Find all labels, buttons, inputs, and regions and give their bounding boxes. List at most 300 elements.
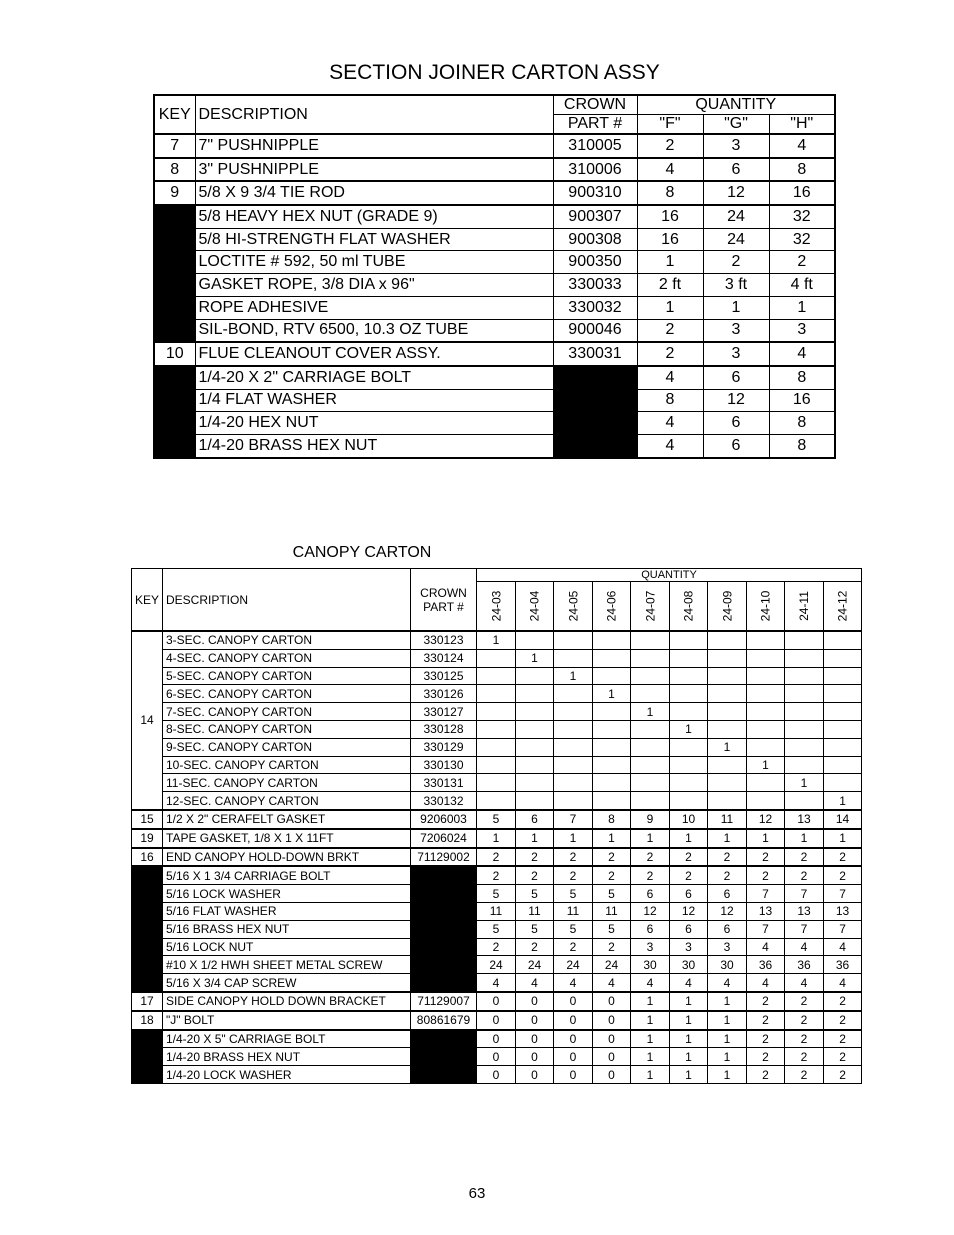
description-cell: 7" PUSHNIPPLE [195, 134, 553, 158]
qty-cell [593, 756, 631, 774]
table-row [154, 412, 835, 435]
model-header: 24-08 [670, 582, 708, 632]
description-cell: 5/16 LOCK WASHER [163, 885, 411, 903]
qty-g-cell: 12 [703, 181, 769, 205]
qty-cell [631, 631, 670, 649]
key-cell: 10 [154, 342, 195, 366]
table-row [154, 366, 835, 389]
qty-cell [670, 792, 708, 810]
qty-cell: 11 [593, 902, 631, 920]
qty-cell: 2 [824, 992, 862, 1011]
key-cell: 17 [132, 992, 163, 1011]
key-cell: 9 [154, 181, 195, 205]
table-header-row [132, 569, 862, 582]
table-row [154, 134, 835, 158]
qty-cell: 13 [785, 810, 824, 829]
qty-h-cell: 2 [769, 251, 835, 274]
qty-cell: 5 [554, 920, 593, 938]
qty-cell [747, 685, 785, 703]
description-cell: 12-SEC. CANOPY CARTON [163, 792, 411, 810]
qty-cell: 7 [824, 885, 862, 903]
qty-g-cell: 24 [703, 228, 769, 251]
qty-cell: 1 [747, 829, 785, 848]
qty-cell: 0 [516, 1048, 554, 1066]
qty-cell [593, 631, 631, 649]
qty-cell: 2 [747, 848, 785, 867]
description-cell: ROPE ADHESIVE [195, 296, 553, 319]
part-cell: 330124 [411, 649, 477, 667]
qty-cell [554, 792, 593, 810]
qty-cell: 2 [747, 992, 785, 1011]
qty-cell: 36 [785, 956, 824, 974]
qty-cell: 5 [554, 885, 593, 903]
model-header: 24-05 [554, 582, 593, 632]
qty-cell [785, 720, 824, 738]
qty-f-cell: 4 [637, 158, 703, 182]
qty-h-cell: 8 [769, 434, 835, 457]
qty-cell: 24 [477, 956, 516, 974]
qty-cell: 8 [593, 810, 631, 829]
key-header: KEY [132, 569, 163, 632]
qty-cell: 2 [747, 1011, 785, 1030]
qty-cell [631, 649, 670, 667]
qty-cell: 7 [554, 810, 593, 829]
qty-h-cell: 8 [769, 158, 835, 182]
part-cell: 9206003 [411, 810, 477, 829]
description-cell: 5/16 FLAT WASHER [163, 902, 411, 920]
qty-h-cell: 32 [769, 228, 835, 251]
qty-cell [747, 631, 785, 649]
qty-cell: 0 [593, 1066, 631, 1084]
description-cell: 11-SEC. CANOPY CARTON [163, 774, 411, 792]
part-cell: 330127 [411, 703, 477, 721]
section-joiner-table [153, 94, 836, 459]
qty-cell: 4 [747, 974, 785, 992]
model-header: 24-06 [593, 582, 631, 632]
description-cell: 8-SEC. CANOPY CARTON [163, 720, 411, 738]
key-cell [154, 205, 195, 342]
qty-cell [785, 649, 824, 667]
qty-cell [708, 756, 747, 774]
qty-cell [477, 649, 516, 667]
qty-cell: 2 [785, 1011, 824, 1030]
qty-cell: 1 [785, 774, 824, 792]
qty-cell: 2 [554, 848, 593, 867]
qty-cell: 0 [554, 1048, 593, 1066]
qty-f-cell: 1 [637, 251, 703, 274]
table-row [132, 956, 862, 974]
qty-cell [824, 649, 862, 667]
qty-cell [708, 649, 747, 667]
qty-cell [554, 738, 593, 756]
qty-cell: 5 [516, 920, 554, 938]
qty-cell: 0 [593, 1048, 631, 1066]
description-cell: 1/4-20 BRASS HEX NUT [163, 1048, 411, 1066]
qty-cell: 3 [631, 938, 670, 956]
qty-h-cell: 3 [769, 319, 835, 342]
qty-cell: 11 [708, 810, 747, 829]
qty-cell: 4 [477, 974, 516, 992]
qty-cell: 2 [593, 866, 631, 884]
qty-cell: 4 [554, 974, 593, 992]
qty-cell: 6 [631, 885, 670, 903]
description-cell: 5/8 HEAVY HEX NUT (GRADE 9) [195, 205, 553, 228]
qty-cell: 1 [631, 1048, 670, 1066]
qty-cell: 1 [708, 829, 747, 848]
qty-cell [785, 667, 824, 685]
table-row [154, 319, 835, 342]
description-cell: 5/8 HI-STRENGTH FLAT WASHER [195, 228, 553, 251]
qty-cell: 1 [824, 829, 862, 848]
qty-cell [477, 703, 516, 721]
table-row [154, 251, 835, 274]
qty-cell [670, 649, 708, 667]
part-cell: 330128 [411, 720, 477, 738]
table-row [154, 342, 835, 366]
model-header: 24-11 [785, 582, 824, 632]
qty-cell [670, 631, 708, 649]
part-cell: 900307 [553, 205, 637, 228]
part-cell: 310006 [553, 158, 637, 182]
qty-cell [631, 738, 670, 756]
description-header: DESCRIPTION [195, 95, 553, 134]
canopy-carton-table [131, 568, 862, 1084]
description-cell: 1/4-20 BRASS HEX NUT [195, 434, 553, 457]
table-row [154, 296, 835, 319]
crown-header: CROWN [553, 95, 637, 115]
qty-cell: 1 [670, 829, 708, 848]
table-row [132, 667, 862, 685]
qty-cell: 2 [824, 1066, 862, 1084]
description-cell: 3-SEC. CANOPY CARTON [163, 631, 411, 649]
part-cell: 330130 [411, 756, 477, 774]
qty-cell [477, 685, 516, 703]
qty-cell [747, 667, 785, 685]
qty-cell: 1 [477, 631, 516, 649]
key-cell: 19 [132, 829, 163, 848]
part-cell: 330123 [411, 631, 477, 649]
table-row [132, 703, 862, 721]
qty-cell: 6 [708, 885, 747, 903]
qty-cell: 4 [708, 974, 747, 992]
qty-g-cell: 3 ft [703, 274, 769, 297]
qty-cell: 7 [785, 885, 824, 903]
qty-cell: 2 [824, 1011, 862, 1030]
part-cell: 330129 [411, 738, 477, 756]
part-header: PART # [553, 115, 637, 135]
qty-g-cell: 6 [703, 412, 769, 435]
h-header: "H" [769, 115, 835, 135]
description-cell: 5/8 X 9 3/4 TIE ROD [195, 181, 553, 205]
qty-g-cell: 1 [703, 296, 769, 319]
part-cell: 900350 [553, 251, 637, 274]
qty-f-cell: 2 ft [637, 274, 703, 297]
table-row [132, 685, 862, 703]
qty-cell: 2 [747, 866, 785, 884]
model-header: 24-12 [824, 582, 862, 632]
table-row [132, 829, 862, 848]
qty-cell [516, 774, 554, 792]
qty-cell: 2 [785, 1066, 824, 1084]
qty-cell [747, 774, 785, 792]
qty-cell: 1 [670, 720, 708, 738]
qty-cell: 2 [785, 1030, 824, 1048]
qty-cell: 1 [554, 667, 593, 685]
description-cell: SIL-BOND, RTV 6500, 10.3 OZ TUBE [195, 319, 553, 342]
qty-g-cell: 12 [703, 389, 769, 412]
qty-cell [631, 667, 670, 685]
qty-h-cell: 4 ft [769, 274, 835, 297]
g-header: "G" [703, 115, 769, 135]
qty-cell: 4 [785, 974, 824, 992]
qty-cell [708, 703, 747, 721]
qty-cell: 1 [824, 792, 862, 810]
description-cell: 5/16 X 3/4 CAP SCREW [163, 974, 411, 992]
qty-h-cell: 4 [769, 134, 835, 158]
qty-cell [708, 774, 747, 792]
qty-cell: 5 [516, 885, 554, 903]
qty-cell [593, 720, 631, 738]
qty-cell: 24 [593, 956, 631, 974]
qty-cell [593, 792, 631, 810]
qty-cell [477, 720, 516, 738]
description-cell: END CANOPY HOLD-DOWN BRKT [163, 848, 411, 867]
qty-cell [824, 738, 862, 756]
qty-cell [631, 720, 670, 738]
qty-cell [747, 649, 785, 667]
table-row [154, 158, 835, 182]
qty-cell: 2 [670, 848, 708, 867]
qty-cell: 2 [785, 992, 824, 1011]
table-row [132, 649, 862, 667]
qty-cell [516, 703, 554, 721]
qty-cell: 1 [477, 829, 516, 848]
qty-cell [477, 738, 516, 756]
qty-cell: 2 [747, 1030, 785, 1048]
qty-cell [785, 792, 824, 810]
description-cell: 1/4-20 HEX NUT [195, 412, 553, 435]
part-cell: 330031 [553, 342, 637, 366]
qty-cell [516, 685, 554, 703]
qty-cell: 0 [477, 1011, 516, 1030]
qty-cell [785, 738, 824, 756]
description-cell: 1/4-20 LOCK WASHER [163, 1066, 411, 1084]
qty-f-cell: 16 [637, 228, 703, 251]
qty-cell [554, 649, 593, 667]
part-cell: 900046 [553, 319, 637, 342]
qty-cell [708, 685, 747, 703]
qty-g-cell: 6 [703, 434, 769, 457]
qty-cell: 0 [516, 992, 554, 1011]
qty-cell [554, 774, 593, 792]
qty-cell: 2 [824, 866, 862, 884]
qty-cell: 2 [747, 1066, 785, 1084]
description-cell: SIDE CANOPY HOLD DOWN BRACKET [163, 992, 411, 1011]
qty-f-cell: 2 [637, 342, 703, 366]
qty-cell: 1 [708, 1011, 747, 1030]
qty-cell: 2 [516, 866, 554, 884]
description-cell: 9-SEC. CANOPY CARTON [163, 738, 411, 756]
qty-h-cell: 1 [769, 296, 835, 319]
qty-cell [747, 792, 785, 810]
qty-f-cell: 16 [637, 205, 703, 228]
qty-h-cell: 8 [769, 366, 835, 389]
qty-h-cell: 16 [769, 181, 835, 205]
key-header: KEY [154, 95, 195, 134]
qty-cell [554, 756, 593, 774]
qty-f-cell: 8 [637, 181, 703, 205]
part-cell: 330131 [411, 774, 477, 792]
qty-cell: 11 [516, 902, 554, 920]
table-row [132, 974, 862, 992]
qty-cell [554, 631, 593, 649]
qty-cell [516, 720, 554, 738]
qty-cell: 13 [747, 902, 785, 920]
qty-cell: 4 [785, 938, 824, 956]
qty-cell: 6 [670, 920, 708, 938]
description-cell: LOCTITE # 592, 50 ml TUBE [195, 251, 553, 274]
qty-cell [670, 756, 708, 774]
qty-cell: 1 [554, 829, 593, 848]
part-cell: 310005 [553, 134, 637, 158]
qty-cell: 2 [747, 1048, 785, 1066]
qty-cell [708, 720, 747, 738]
part-cell [411, 866, 477, 992]
qty-cell: 10 [670, 810, 708, 829]
key-cell: 14 [132, 631, 163, 810]
key-cell [132, 1030, 163, 1084]
qty-cell: 2 [631, 866, 670, 884]
qty-cell [824, 631, 862, 649]
qty-cell [824, 720, 862, 738]
qty-cell: 12 [747, 810, 785, 829]
table-row [154, 181, 835, 205]
qty-cell: 4 [593, 974, 631, 992]
qty-cell: 1 [631, 1066, 670, 1084]
qty-cell [516, 738, 554, 756]
qty-cell: 0 [516, 1030, 554, 1048]
qty-cell: 2 [554, 866, 593, 884]
qty-cell: 2 [824, 1048, 862, 1066]
qty-cell [516, 756, 554, 774]
qty-cell: 5 [477, 885, 516, 903]
qty-cell [670, 667, 708, 685]
model-header: 24-10 [747, 582, 785, 632]
qty-cell: 1 [670, 1048, 708, 1066]
qty-cell: 1 [708, 738, 747, 756]
part-cell [411, 1030, 477, 1084]
table-row [132, 1030, 862, 1048]
qty-cell [708, 631, 747, 649]
qty-cell [477, 774, 516, 792]
qty-cell: 7 [747, 920, 785, 938]
qty-cell: 0 [554, 1011, 593, 1030]
table-row [132, 1048, 862, 1066]
part-cell: 71129002 [411, 848, 477, 867]
qty-g-cell: 24 [703, 205, 769, 228]
part-cell: 71129007 [411, 992, 477, 1011]
key-cell [132, 866, 163, 992]
qty-cell: 0 [477, 992, 516, 1011]
qty-cell: 1 [631, 1030, 670, 1048]
qty-cell: 1 [516, 829, 554, 848]
qty-cell [631, 685, 670, 703]
qty-cell: 36 [824, 956, 862, 974]
qty-cell: 5 [477, 810, 516, 829]
qty-f-cell: 4 [637, 412, 703, 435]
qty-cell: 5 [593, 920, 631, 938]
qty-cell [516, 631, 554, 649]
qty-cell: 1 [670, 1066, 708, 1084]
description-cell: 7-SEC. CANOPY CARTON [163, 703, 411, 721]
description-cell: 4-SEC. CANOPY CARTON [163, 649, 411, 667]
qty-g-cell: 3 [703, 134, 769, 158]
qty-cell [670, 738, 708, 756]
qty-cell [516, 667, 554, 685]
key-cell: 16 [132, 848, 163, 867]
qty-cell: 12 [670, 902, 708, 920]
qty-cell [631, 756, 670, 774]
qty-cell [477, 792, 516, 810]
qty-cell: 1 [593, 685, 631, 703]
qty-g-cell: 6 [703, 158, 769, 182]
qty-cell: 4 [824, 974, 862, 992]
table-header-row [154, 95, 835, 115]
qty-f-cell: 2 [637, 319, 703, 342]
key-cell [154, 366, 195, 458]
qty-cell: 30 [670, 956, 708, 974]
table-row [132, 938, 862, 956]
qty-g-cell: 3 [703, 342, 769, 366]
qty-cell: 4 [670, 974, 708, 992]
qty-cell: 1 [670, 1011, 708, 1030]
qty-cell: 2 [824, 848, 862, 867]
model-header: 24-03 [477, 582, 516, 632]
qty-cell [747, 720, 785, 738]
qty-f-cell: 1 [637, 296, 703, 319]
qty-f-cell: 2 [637, 134, 703, 158]
qty-cell: 36 [747, 956, 785, 974]
qty-cell: 6 [516, 810, 554, 829]
qty-cell [593, 703, 631, 721]
table-row [132, 631, 862, 649]
qty-cell: 1 [670, 992, 708, 1011]
table-row [132, 1011, 862, 1030]
qty-cell [670, 774, 708, 792]
canopy-carton-title: CANOPY CARTON [292, 544, 432, 561]
table-row [132, 866, 862, 884]
qty-cell: 0 [593, 1011, 631, 1030]
quantity-header: QUANTITY [477, 569, 862, 582]
qty-cell: 2 [785, 1048, 824, 1066]
description-cell: "J" BOLT [163, 1011, 411, 1030]
table-row [132, 720, 862, 738]
qty-f-cell: 4 [637, 434, 703, 457]
qty-cell: 4 [631, 974, 670, 992]
quantity-header: QUANTITY [637, 95, 835, 115]
qty-cell: 9 [631, 810, 670, 829]
description-cell: GASKET ROPE, 3/8 DIA x 96" [195, 274, 553, 297]
model-header: 24-09 [708, 582, 747, 632]
qty-cell: 5 [477, 920, 516, 938]
qty-cell: 3 [708, 938, 747, 956]
qty-cell: 1 [631, 1011, 670, 1030]
qty-cell: 1 [516, 649, 554, 667]
qty-cell [477, 756, 516, 774]
table-row [154, 274, 835, 297]
table-row [154, 434, 835, 457]
description-cell: 1/4 FLAT WASHER [195, 389, 553, 412]
